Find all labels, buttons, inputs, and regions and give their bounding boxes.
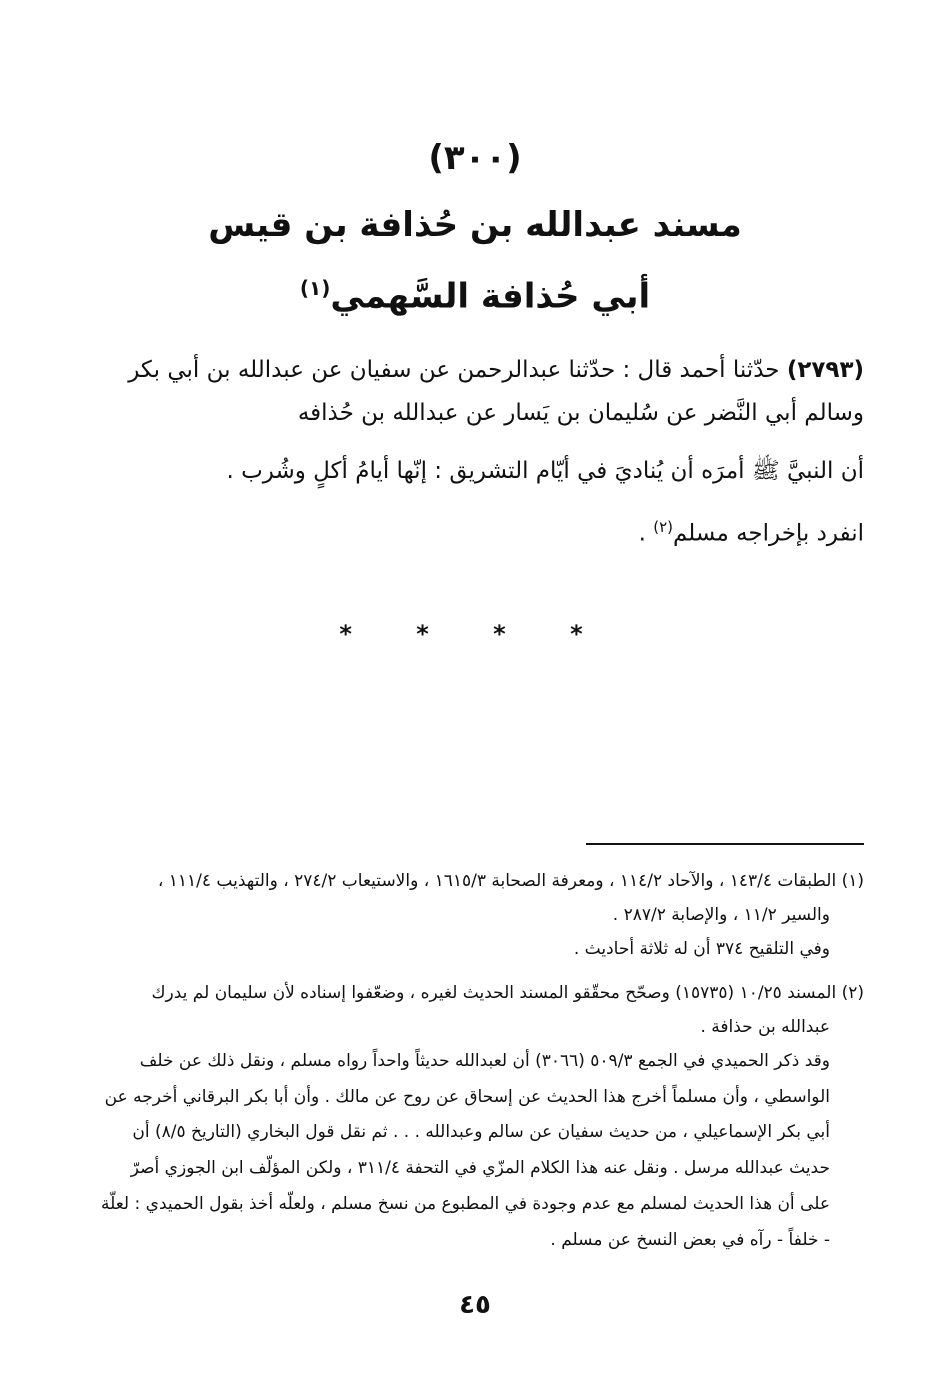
footnote-2-line-2: عبدالله بن حذافة .: [700, 1017, 830, 1037]
footnote-2-line-6: حديث عبدالله مرسل . ونقل عنه هذا الكلام المزّي في التحفة ٣١١/٤ ، ولكن المؤلّف ابن الجوزي أصرّ: [130, 1158, 830, 1178]
section-separator: * * * *: [339, 620, 611, 648]
hadith-line-4-text: انفرد بإخراجه مسلم: [673, 520, 864, 547]
footnote-1-line-3: وفي التلقيح ٣٧٤ أن له ثلاثة أحاديث .: [573, 939, 830, 959]
hadith-number: (٢٧٩٣): [786, 357, 864, 383]
chapter-title-line2: [0, 276, 950, 316]
hadith-line-4: [639, 512, 864, 549]
section-number: (٣٠٠): [428, 138, 522, 178]
footnote-2-line-8: - خلفاً - رآه في بعض النسخ عن مسلم .: [550, 1230, 830, 1250]
footnote-ref-1[interactable]: (١): [299, 276, 331, 300]
page-number: ٤٥: [459, 1290, 491, 1320]
chapter-title-line2-text: أبي حُذافة السَّهمي: [330, 276, 651, 317]
footnote-2-line-3: وقد ذكر الحميدي في الجمع ٥٠٩/٣ (٣٠٦٦) أن لعبدالله حديثاً واحداً رواه مسلم ، ونقل ذلك عن خلف: [139, 1051, 830, 1071]
footnote-divider: [586, 843, 864, 845]
footnote-2-line-1: (٢) المسند ١٠/٢٥ (١٥٧٣٥) وصحّح محقّقو المسند الحديث لغيره ، وضعّفوا إسناده لأن سليمان لم يدرك: [151, 983, 864, 1003]
hadith-line-4-end: .: [638, 520, 654, 547]
footnote-1-line-1: (١) الطبقات ١٤٣/٤ ، والآحاد ١١٤/٢ ، ومعرفة الصحابة ١٦١٥/٣ ، والاستيعاب ٢٧٤/٢ ، والتهذيب ١١١/٤ ،: [157, 871, 864, 891]
hadith-line-3: أن النبيَّ ﷺ أمرَه أن يُناديَ في أيّام التشريق : إنّها أيامُ أكلٍ وشُرب .: [226, 458, 864, 484]
footnote-2-line-4: الواسطي ، وأن مسلماً أخرج هذا الحديث عن إسحاق عن روح عن مالك . وأن أبا بكر البرقاني أخرجه عن: [104, 1087, 830, 1107]
hadith-line-1: [128, 355, 864, 385]
chapter-title-line1: مسند عبدالله بن حُذافة بن قيس: [208, 205, 742, 245]
hadith-line-1-text: حدّثنا أحمد قال : حدّثنا عبدالرحمن عن سفيان عن عبدالله بن أبي بكر: [128, 357, 780, 383]
footnote-ref-2[interactable]: (٢): [653, 518, 673, 536]
hadith-line-2: وسالم أبي النَّضر عن سُليمان بن يَسار عن عبدالله بن حُذافه: [297, 400, 864, 426]
footnote-2-line-7: على أن هذا الحديث لمسلم مع عدم وجودة في المطبوع من نسخ مسلم ، ولعلّه أخذ بقول الحميدي : لعلّة: [100, 1194, 830, 1214]
footnote-1-line-2: والسير ١١/٢ ، والإصابة ٢٨٧/٢ .: [612, 905, 830, 925]
footnote-2-line-5: أبي بكر الإسماعيلي ، من حديث سفيان عن سالم وعبدالله . . . ثم نقل قول البخاري (التاريخ ٨/٥) أن: [132, 1122, 830, 1142]
